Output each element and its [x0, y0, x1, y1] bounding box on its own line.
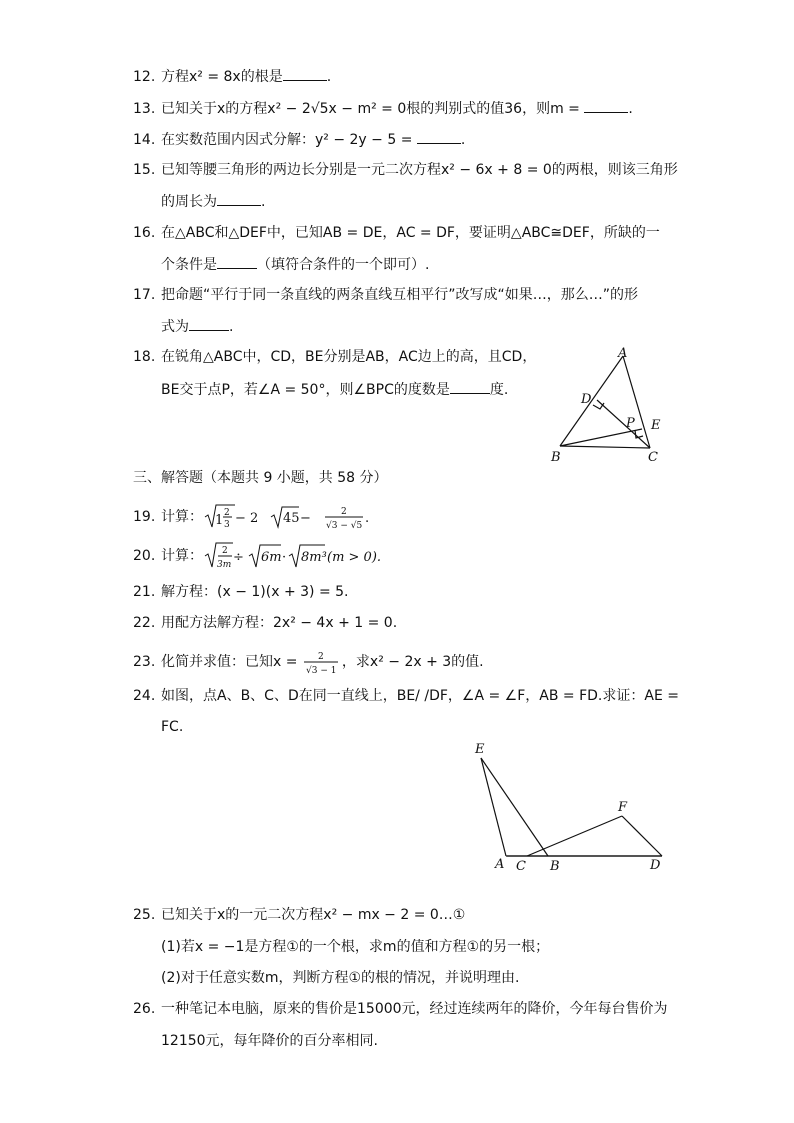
question-text: 已知关于x的一元二次方程x² − mx − 2 = 0…① [161, 907, 466, 923]
question-text: 在锐角△ABC中，CD，BE分别是AB，AC边上的高，且CD， [161, 349, 537, 365]
question-14: 14. 在实数范围内因式分解：y² − 2y − 5 = . [133, 129, 465, 150]
question-number: 26. [133, 1001, 156, 1017]
question-21 [133, 582, 348, 602]
point-label-d: D [650, 858, 661, 873]
segment-ae [481, 758, 506, 856]
altitude-cd [597, 400, 650, 448]
question-number: 15. [133, 162, 156, 178]
question-text: 用配方法解方程：2x² − 4x + 1 = 0. [161, 615, 398, 631]
segment-eb [481, 758, 548, 856]
answer-blank[interactable] [217, 191, 261, 206]
svg-text:2: 2 [222, 546, 228, 556]
svg-text:·: · [282, 550, 287, 565]
triangle-figure-18 [545, 340, 675, 465]
point-label-p: P [626, 416, 635, 431]
figure-24-drawing [470, 738, 670, 878]
question-18 [133, 347, 536, 367]
svg-text:√3 − √5: √3 − √5 [326, 521, 363, 530]
question-22 [133, 613, 397, 633]
answer-blank[interactable] [189, 316, 229, 331]
right-angle-mark-d [593, 403, 604, 409]
question-number: 24. [133, 688, 156, 704]
svg-text:2: 2 [224, 508, 230, 518]
question-15-continued: 的周长为 . [161, 191, 265, 212]
point-label-e: E [475, 742, 485, 757]
question-26-continued: 12150元，每年降价的百分率相同. [161, 1033, 378, 1049]
svg-text:.: . [365, 511, 370, 526]
question-number: 13. [133, 101, 156, 117]
point-label-b: B [550, 859, 560, 874]
point-label-d: D [581, 392, 592, 407]
question-number: 16. [133, 225, 156, 241]
svg-text:3m: 3m [217, 560, 232, 570]
svg-text:2: 2 [317, 652, 324, 662]
point-label-a: A [618, 346, 628, 361]
question-24 [133, 686, 679, 706]
question-number: 19. [133, 509, 156, 525]
question-18-continued: BE交于点P，若∠A = 50°，则∠BPC的度数是 度. [161, 379, 508, 400]
question-text: 解方程：(x − 1)(x + 3) = 5. [161, 584, 349, 600]
svg-text:− 2: − 2 [235, 511, 259, 526]
question-16-continued: 个条件是 （填符合条件的一个即可）. [161, 254, 429, 275]
question-25-part-2: (2)对于任意实数m，判断方程①的根的情况，并说明理由. [161, 970, 520, 986]
question-25 [133, 905, 465, 925]
segment-fd [622, 816, 662, 856]
altitude-be [560, 429, 642, 446]
question-text: 方程x² = 8x的根是 [161, 69, 283, 85]
question-text: 在实数范围内因式分解：y² − 2y − 5 = [161, 132, 417, 148]
section-heading: 三、解答题（本题共 9 小题，共 58 分） [133, 470, 388, 486]
expression-20 [203, 542, 423, 570]
question-number: 12. [133, 69, 156, 85]
point-label-f: F [618, 800, 628, 815]
answer-blank[interactable] [417, 129, 461, 144]
question-number: 22. [133, 615, 156, 631]
fraction-23 [302, 648, 342, 676]
question-20: 20. 计算： 2 3m ÷ 6m · 8m³ (m > 0). [133, 542, 423, 570]
question-17-continued: 式为 . [161, 316, 233, 337]
svg-text:(m > 0).: (m > 0). [327, 550, 382, 565]
point-label-c: C [648, 450, 658, 465]
question-number: 14. [133, 132, 156, 148]
svg-text:÷: ÷ [233, 550, 244, 565]
question-17 [133, 285, 638, 305]
point-label-e: E [651, 418, 661, 433]
question-12: 12. 方程x² = 8x的根是 . [133, 66, 331, 87]
svg-text:√3 − 1: √3 − 1 [305, 666, 337, 676]
question-number: 18. [133, 349, 156, 365]
question-number: 25. [133, 907, 156, 923]
question-text: 一种笔记本电脑，原来的售价是15000元，经过连续两年的降价，今年每台售价为 [161, 1001, 668, 1017]
question-26 [133, 999, 668, 1019]
point-label-a: A [495, 857, 505, 872]
question-24-continued: FC. [161, 719, 184, 735]
question-23: 23. 化简并求值：已知x = 2 √3 − 1 ，求x² − 2x + 3的值. [133, 648, 484, 676]
answer-blank[interactable] [450, 379, 490, 394]
segment-cf [527, 816, 622, 856]
answer-blank[interactable] [584, 98, 628, 113]
question-13: 13. 已知关于x的方程x² − 2√5x − m² = 0根的判别式的值36，则m = . [133, 98, 633, 119]
segment-ac [623, 356, 650, 448]
question-15 [133, 160, 678, 180]
question-number: 20. [133, 548, 156, 564]
point-label-c: C [516, 859, 526, 874]
svg-text:6m: 6m [261, 550, 282, 565]
right-angle-mark-e [635, 430, 643, 438]
question-text: 已知关于x的方程x² − 2√5x − m² = 0根的判别式的值36，则m = [161, 101, 585, 117]
point-label-b: B [551, 450, 561, 465]
svg-text:3: 3 [224, 520, 230, 530]
svg-text:45: 45 [283, 511, 300, 526]
question-text: 如图，点A、B、C、D在同一直线上，BE/ /DF，∠A = ∠F，AB = FD.求证：AE = [161, 688, 679, 704]
question-number: 23. [133, 654, 156, 670]
question-25-part-1: (1)若x = −1是方程①的一个根，求m的值和方程①的另一根； [161, 939, 550, 955]
question-16 [133, 223, 660, 243]
question-number: 17. [133, 287, 156, 303]
svg-text:1: 1 [215, 513, 224, 528]
segment-bc [560, 446, 650, 448]
question-text: 在△ABC和△DEF中，已知AB = DE，AC = DF，要证明△ABC≅DEF，所缺的一 [161, 225, 660, 241]
svg-text:−: − [300, 511, 311, 526]
question-number: 21. [133, 584, 156, 600]
question-19: 19. 计算： 1 2 3 − 2 45 − 2 √3 − √5 . [133, 504, 443, 530]
svg-text:2: 2 [341, 507, 347, 517]
svg-text:8m³: 8m³ [301, 550, 327, 565]
segment-ab [560, 356, 623, 446]
question-text: 把命题“平行于同一条直线的两条直线互相平行”改写成“如果…，那么…”的形 [161, 287, 639, 303]
answer-blank[interactable] [283, 66, 327, 81]
question-text: 已知等腰三角形的两边长分别是一元二次方程x² − 6x + 8 = 0的两根，则该三角形 [161, 162, 678, 178]
answer-blank[interactable] [217, 254, 257, 269]
expression-19 [203, 504, 443, 530]
